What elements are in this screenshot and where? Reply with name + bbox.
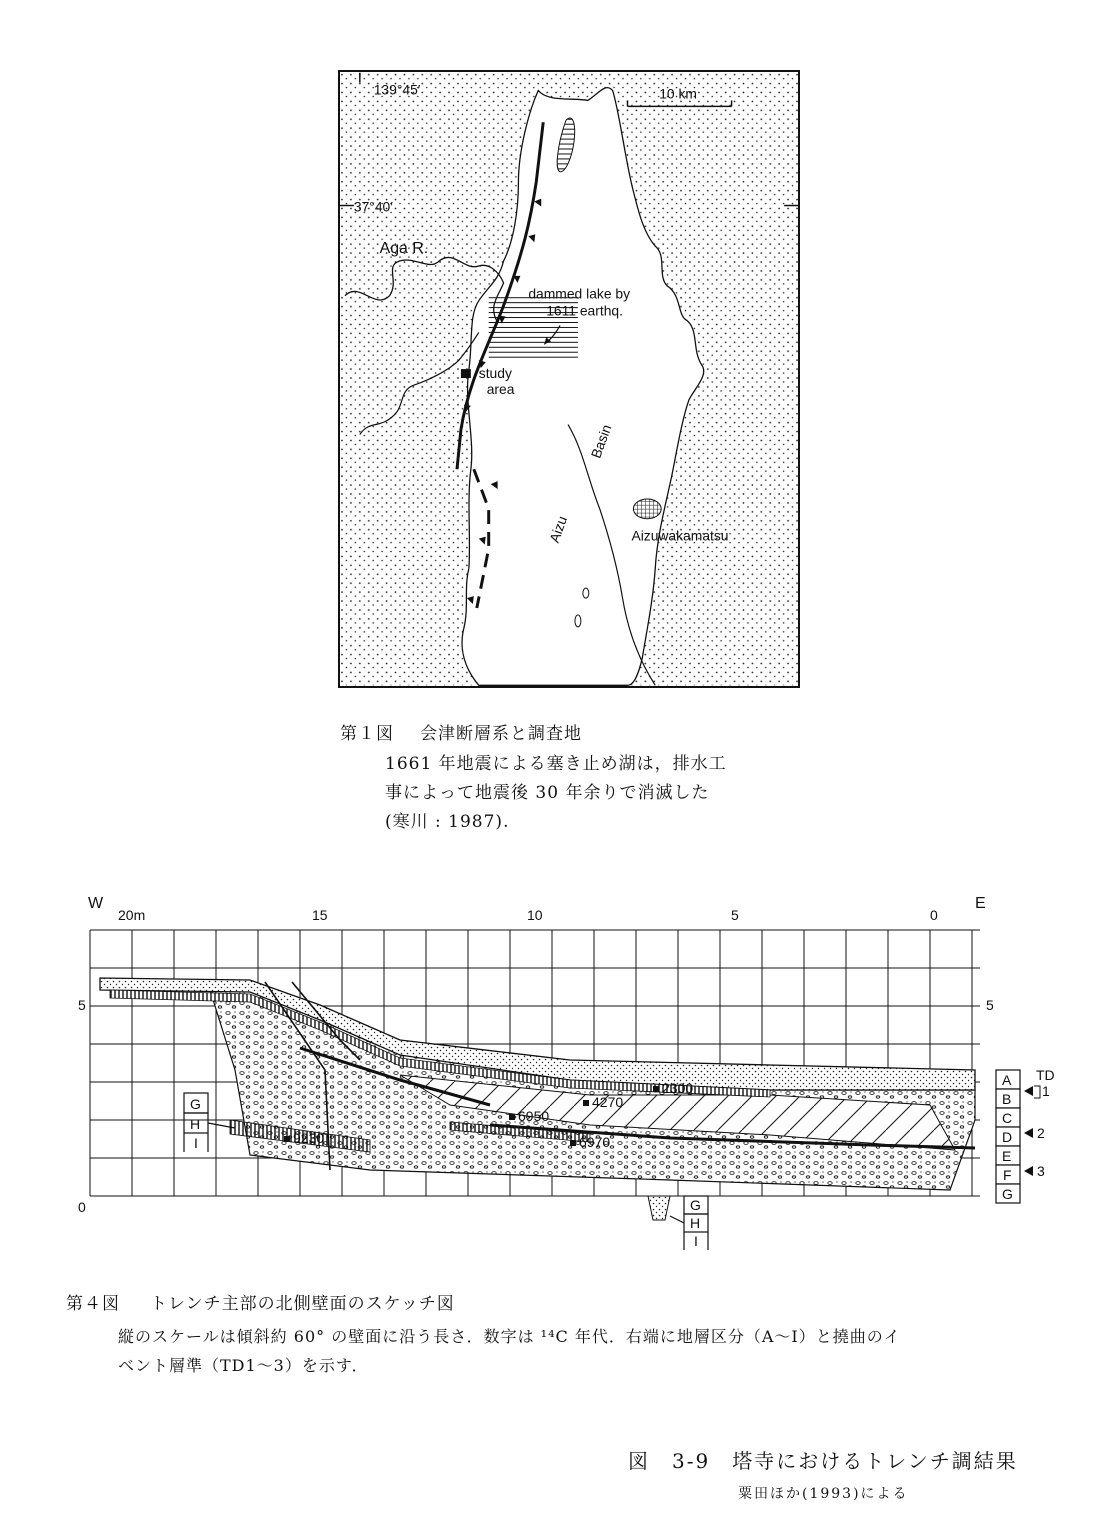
trench-sketch (70, 890, 1070, 1250)
figure1-title: 会津断層系と調査地 (420, 724, 582, 744)
figure1-number: 第１図 (340, 724, 394, 744)
section-svg (70, 890, 1070, 1250)
age-6950: 6950 (518, 1108, 550, 1124)
layer-E: E (1002, 1148, 1012, 1164)
study-label-2: area (486, 380, 515, 397)
age-9230: 9230 (293, 1130, 325, 1146)
figure-source: 粟田ほか(1993)による (738, 1486, 909, 1502)
y-tick-0-left: 0 (78, 1199, 86, 1215)
west-label: W (88, 895, 104, 912)
td-arrows (1024, 1086, 1033, 1176)
caption-line: 1661 年地震による塞き止め湖は，排水工 (385, 754, 727, 774)
age-2300: 2300 (662, 1080, 694, 1096)
layer-boxes-bottom (670, 1196, 708, 1250)
basin-label-basin: Basin (587, 422, 615, 461)
latitude-label: 37°40′ (353, 198, 393, 215)
figure1-caption (385, 750, 815, 837)
figure-title: 図 3-9 塔寺におけるトレンチ調結果 (628, 1449, 1018, 1473)
figure4-title: トレンチ主部の北側壁面のスケッチ図 (150, 1294, 455, 1314)
longitude-label: 139°45′ (373, 81, 421, 98)
caption-line: (寒川 : 1987). (385, 812, 510, 832)
y-tick-5-right: 5 (986, 997, 994, 1013)
study-label-1: study (478, 365, 512, 382)
lake-label-1: dammed lake by (528, 285, 631, 302)
aizuwakamatsu-city (633, 499, 661, 519)
scale-label: 10 km (659, 85, 697, 102)
figure4-number: 第４図 (66, 1294, 120, 1314)
layer-C: C (1002, 1110, 1013, 1126)
layer-D: D (1002, 1129, 1013, 1145)
city-label: Aizuwakamatsu (631, 527, 729, 544)
figure4-caption (118, 1322, 1058, 1380)
age-6970: 6970 (579, 1134, 611, 1150)
td-2: 2 (1037, 1125, 1045, 1141)
river-label: Aga R. (379, 240, 429, 258)
x-tick-0: 0 (930, 907, 938, 923)
y-tick-5-left: 5 (78, 997, 86, 1013)
left-layer-I: I (194, 1135, 198, 1151)
x-tick-5: 5 (731, 907, 739, 923)
caption-line: 事によって地震後 30 年余りで消滅した (385, 783, 710, 803)
basin-label-aizu: Aizu (545, 513, 571, 545)
caption-line: ベント層準（TD1〜3）を示す． (118, 1356, 369, 1375)
left-layer-G: G (190, 1096, 201, 1112)
layer-F: F (1003, 1167, 1012, 1183)
bottom-layer-H: H (690, 1215, 701, 1231)
study-area-marker (461, 369, 471, 378)
td-label: TD (1036, 1067, 1055, 1083)
td-3: 3 (1037, 1163, 1045, 1179)
x-tick-20m: 20m (118, 907, 146, 923)
lake-label-2: 1611 earthq. (546, 302, 624, 319)
x-tick-10: 10 (527, 907, 543, 923)
age-4270: 4270 (592, 1094, 624, 1110)
bottom-layer-I: I (694, 1233, 698, 1249)
pit (648, 1196, 670, 1220)
layer-A: A (1002, 1072, 1012, 1088)
x-tick-15: 15 (312, 907, 328, 923)
td-1: 1 (1042, 1083, 1050, 1099)
left-layer-H: H (190, 1116, 201, 1132)
east-label: E (975, 895, 986, 912)
layer-B: B (1002, 1091, 1012, 1107)
layer-G: G (1002, 1186, 1013, 1202)
caption-line: 縦のスケールは傾斜約 60° の壁面に沿う長さ．数字は ¹⁴C 年代．右端に地層区分（A〜I）と撓曲のイ (118, 1327, 901, 1346)
fault-map (338, 70, 800, 688)
bottom-layer-G: G (690, 1197, 701, 1213)
map-svg (340, 72, 798, 686)
